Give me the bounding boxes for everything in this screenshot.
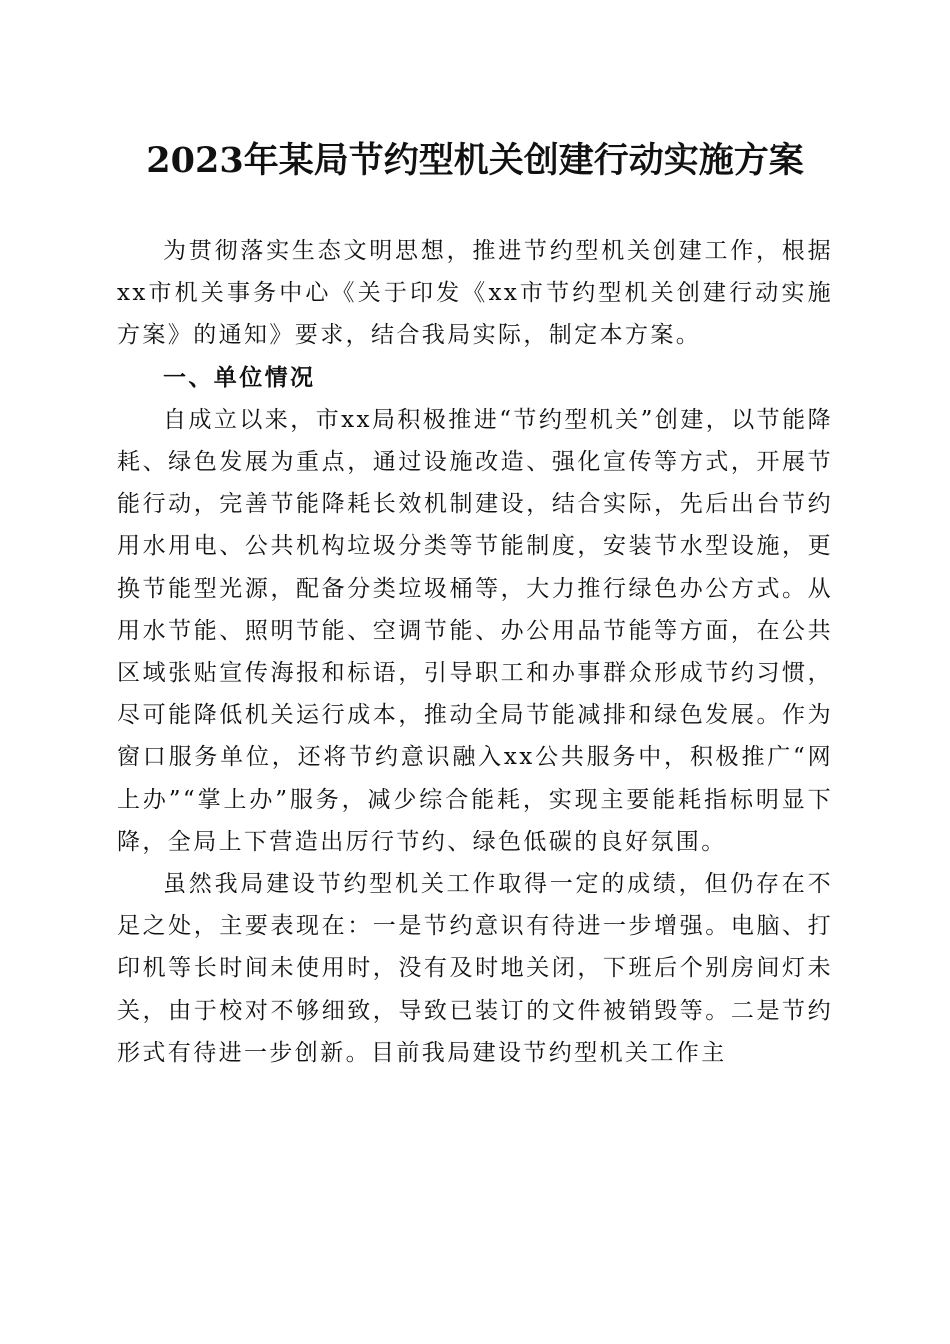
intro-paragraph: 为贯彻落实生态文明思想，推进节约型机关创建工作，根据xx市机关事务中心《关于印发《xx市节约型机关创建行动实施方案》的通知》要求，结合我局实际，制定本方案。 (117, 238, 833, 349)
section-paragraph: 自成立以来，市xx局积极推进“节约型机关”创建，以节能降耗、绿色发展为重点，通过设施改造、强化宣传等方式，开展节能行动，完善节能降耗长效机制建设，结合实际，先后出台节约用水用电、公共机构垃圾分类等节能制度，安装节水型设施，更换节能型光源，配备分类垃圾桶等，大力推行绿色办公方式。从用水节能、照明节能、空调节能、办公用品节能等方面，在公共区域张贴宣传海报和标语，引导职工和办事群众形成节约习惯，尽可能降低机关运行成本，推动全局节能减排和绿色发展。作为窗口服务单位，还将节约意识融入xx公共服务中，积极推广“网上办”“掌上办”服务，减少综合能耗，实现主要能耗指标明显下降，全局上下营造出厉行节约、绿色低碳的良好氛围。 (117, 406, 833, 855)
document-body (117, 230, 833, 1074)
section-paragraph: 虽然我局建设节约型机关工作取得一定的成绩，但仍存在不足之处，主要表现在：一是节约意识有待进一步增强。电脑、打印机等长时间未使用时，没有及时地关闭，下班后个别房间灯未关，由于校对不够细致，导致已装订的文件被销毁等。二是节约形式有待进一步创新。目前我局建设节约型机关工作主 (117, 871, 833, 1066)
document-title: 2023年某局节约型机关创建行动实施方案 (146, 140, 804, 181)
section-heading-unit-situation: 一、单位情况 (163, 364, 316, 391)
